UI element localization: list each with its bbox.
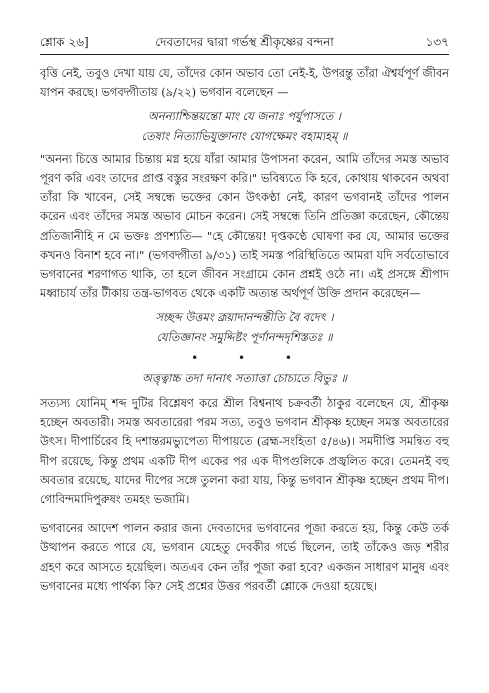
- paragraph-1: বৃত্তি নেই, তবুও দেখা যায় যে, তাঁদের কোন অভাব তো নেই-ই, উপরন্তু তাঁরা ঐশ্বর্যপূর্ণ জীবন যাপন করছে। ভগবদ্গীতায় (৯/২২) ভগবান বলেছেন —: [40, 66, 449, 100]
- verse-line: সচ্ছব্দ উত্তমং ব্রূয়াদানন্দন্তীতি বৈ বদেৎ ।: [155, 310, 334, 325]
- verse-line: অনন্যাশ্চিন্তয়ন্তো মাং যে জনাঃ পর্যুপাসতে ।: [148, 109, 341, 124]
- verse-line: তেষাং নিত্যাভিযুক্তানাং যোগক্ষেমং বহাম্যহম্ ॥: [141, 128, 348, 143]
- paragraph-gap: [40, 509, 449, 519]
- running-header: [40, 32, 449, 55]
- paragraph-4: ভগবানের আদেশ পালন করার জন্য দেবতাদের ভগবানের পূজা করতে হয়, কিন্তু কেউ তর্ক উত্থাপন করতে পারে যে, ভগবান যেহেতু দেবকীর গর্ভে ছিলেন, তাই তাঁকেও জড় শরীর গ্রহণ করে আসতে হয়েছিল। অতএব কেন তাঁর পূজা করা হবে? একজন সাধারণ মানুষ এবং ভগবানের মধ্যে পার্থক্য কি? সেই প্রশ্নের উত্তর পরবর্তী শ্লোকে দেওয়া হয়েছে।: [40, 521, 449, 593]
- paragraph-2: "অনন্য চিত্তে আমার চিন্তায় মগ্ন হয়ে যাঁরা আমার উপাসনা করেন, আমি তাঁদের সমস্ত অভাব পূরণ করি এবং তাদের প্রাপ্ত বস্তুর সংরক্ষণ করি।" ভবিষ্যতে কি হবে, কোথায় থাকবেন অথবা তাঁরা কি খাবেন, সেই সম্বন্ধে ভক্তের কোন উৎকণ্ঠা নেই, কারণ ভগবানই তাঁদের পালন করেন এবং তাঁদের সমস্ত অভাব মোচন করেন। সেই সম্বন্ধে তিনি প্রতিজ্ঞা করেছেন, কৌন্তেয় প্রতিজানীহি ন মে ভক্তঃ প্রণশ্যতি— "হে কৌন্তেয়! দৃপ্তকণ্ঠে ঘোষণা কর যে, আমার ভক্তের কখনও বিনাশ হবে না।" (ভগবদ্গীতা ৯/৩১) তাই সমস্ত পরিস্থিতিতে আমরা যদি সর্বতোভাবে ভগবানের শরণাগত থাকি, তা হলে জীবন সংগ্রামে কোন প্রশ্নই ওঠে না। এই প্রসঙ্গে শ্রীপাদ মধ্বাচার্য তাঁর টীকায় তন্ত্র-ভাগবত থেকে একটি অত্যন্ত অর্থপূর্ণ উক্তি প্রদান করেছেন—: [40, 151, 449, 301]
- tantra-verse: [40, 308, 449, 346]
- paragraph-3: সত্যস্য যোনিম্ শব্দ দুটির বিশ্লেষণ করে শ্রীল বিশ্বনাথ চক্রবর্তী ঠাকুর বলেছেন যে, শ্রীকৃষ্ণ হচ্ছেন অবতারী। সমস্ত অবতারেরা পরম সত্য, তবুও ভগবান শ্রীকৃষ্ণ হচ্ছেন সমস্ত অবতারের উৎস। দীপার্চিরেব হি দশান্তরমভ্যুপেত্য দীপায়তে (ব্রহ্ম-সংহিতা ৫/৪৬)। সমদীপ্তি সমন্বিত বহু দীপ রয়েছে, কিন্তু প্রথম একটি দীপ একের পর এক দীপগুলিকে প্রজ্বলিত করে। তেমনই বহু অবতার রয়েছে, যাদের দীপের সঙ্গে তুলনা করা যায়, কিন্তু ভগবান শ্রীকৃষ্ণ হচ্ছেন প্রথম দীপ। গোবিন্দমাদিপুরুষং তমহং ভজামি।: [40, 396, 449, 507]
- chapter-title: দেবতাদের দ্বারা গর্ভস্থ শ্রীকৃষ্ণের বন্দনা: [155, 35, 334, 49]
- ellipsis-dots: • • •: [191, 350, 310, 365]
- verse-line: যেতিজ্ঞানং সমুদ্দিষ্টং পূর্ণানন্দদৃশিস্ততঃ ॥: [156, 329, 333, 344]
- verse-closing-line: অত্তৃত্বাচ্চ তদা দানাৎ সত্যাত্তা চোচ্যতে বিভুঃ ॥: [142, 370, 347, 385]
- page-number: ১৩৭: [425, 35, 449, 49]
- verse-reference: শ্লোক ২৬]: [40, 35, 89, 49]
- gita-verse: [40, 107, 449, 145]
